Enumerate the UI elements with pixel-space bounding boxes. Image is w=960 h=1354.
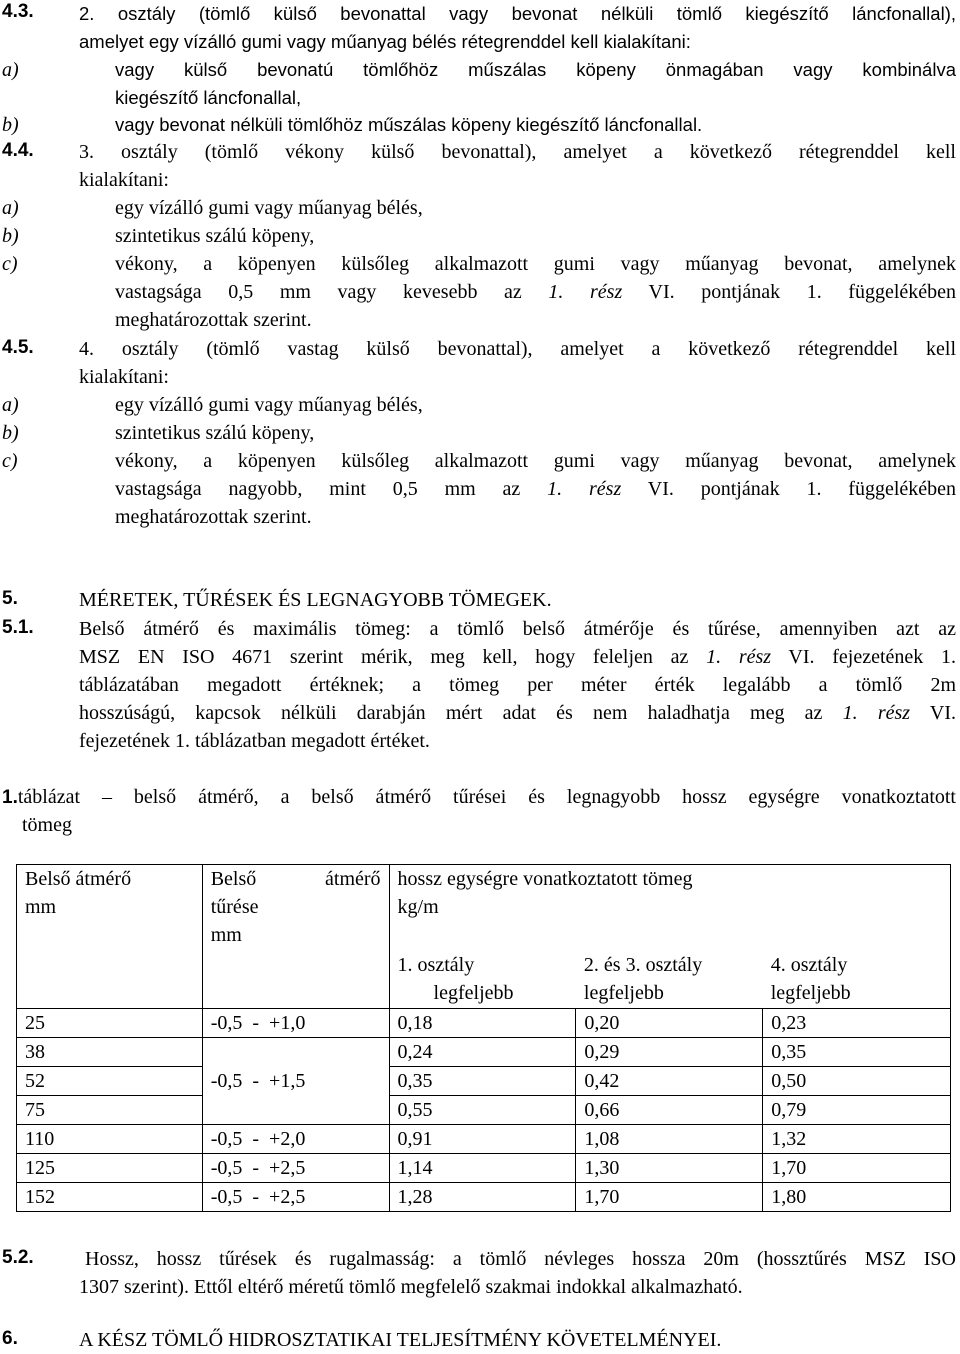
table-caption: tömeg: [22, 814, 72, 836]
list-label: a): [2, 394, 19, 416]
table-row: [17, 1125, 951, 1154]
cell-class-1: 0,91: [389, 1125, 576, 1154]
list-item-text: egy vízálló gumi vagy műanyag bélés,: [115, 197, 423, 219]
list-label: a): [2, 59, 19, 81]
paragraph-line: amelyet egy vízálló gumi vagy műanyag bélés rétegrenddel kell kialakítani:: [79, 31, 691, 52]
list-item-text: vastagsága nagyobb, mint 0,5 mm az 1. rész VI. pontjának 1. függelékében: [115, 478, 957, 500]
list-item-text: vagy külső bevonatú tömlőhöz műszálas köpeny önmagában vagy kombinálva: [115, 59, 956, 80]
cell-tolerance: -0,5 - +2,5: [202, 1183, 389, 1212]
cell-class-2-3: 0,42: [576, 1067, 763, 1096]
section-number: 5.: [2, 588, 18, 609]
cell-class-4: 1,80: [763, 1183, 951, 1212]
list-item-text: vagy bevonat nélküli tömlőhöz műszálas köpeny kiegészítő láncfonallal.: [115, 114, 703, 135]
list-item-text: meghatározottak szerint.: [115, 506, 312, 528]
header-class-1: 1. osztály legfeljebb: [389, 951, 576, 1009]
cell-class-2-3: 0,66: [576, 1096, 763, 1125]
section-number: 6.: [2, 1328, 18, 1349]
table-row: [17, 1154, 951, 1183]
paragraph-line: fejezetének 1. táblázatban megadott értéket.: [79, 730, 430, 752]
cell-class-2-3: 0,29: [576, 1038, 763, 1067]
list-item-text: egy vízálló gumi vagy műanyag bélés,: [115, 394, 423, 416]
cell-diameter: 52: [17, 1067, 203, 1096]
cell-diameter: 38: [17, 1038, 203, 1067]
paragraph-line: Belső átmérő és maximális tömeg: a tömlő belső átmérője és tűrése, amennyiben azt az: [79, 618, 956, 640]
header-class-4: 4. osztály legfeljebb: [763, 951, 951, 1009]
cell-diameter: 25: [17, 1009, 203, 1038]
table-header-row: [17, 865, 951, 951]
paragraph-line: Hossz, hossz tűrések és rugalmasság: a tömlő névleges hossza 20m (hossztűrés MSZ ISO: [85, 1248, 956, 1270]
cell-tolerance: -0,5 - +1,0: [202, 1009, 389, 1038]
cell-class-4: 1,32: [763, 1125, 951, 1154]
weight-table: [16, 864, 951, 1212]
table-row: [17, 1096, 951, 1125]
paragraph-line: MSZ EN ISO 4671 szerint mérik, meg kell, hogy feleljen az 1. rész VI. fejezetének 1.: [79, 646, 957, 668]
header-class-2-3: 2. és 3. osztály legfeljebb: [576, 951, 763, 1009]
cell-tolerance: -0,5 - +1,5: [202, 1038, 389, 1125]
paragraph-line: táblázatában megadott értéknek; a tömeg per méter érték legalább a tömlő 2m: [79, 674, 956, 696]
paragraph-line: kialakítani:: [79, 169, 169, 191]
list-item-text: vékony, a köpenyen külsőleg alkalmazott gumi vagy műanyag bevonat, amelynek: [115, 253, 956, 275]
list-label: a): [2, 197, 19, 219]
cell-class-4: 0,79: [763, 1096, 951, 1125]
section-number: 4.3.: [2, 1, 34, 22]
paragraph-line: 3. osztály (tömlő vékony külső bevonattal), amelyet a következő rétegrenddel kell: [79, 141, 956, 163]
cell-class-4: 0,50: [763, 1067, 951, 1096]
list-label: b): [2, 422, 19, 444]
list-item-text: szintetikus szálú köpeny,: [115, 422, 315, 444]
cell-diameter: 125: [17, 1154, 203, 1183]
paragraph-line: 2. osztály (tömlő külső bevonattal vagy bevonat nélküli tömlő kiegészítő láncfonallal),: [79, 3, 956, 24]
cell-class-4: 0,23: [763, 1009, 951, 1038]
cell-diameter: 110: [17, 1125, 203, 1154]
paragraph-line: hosszúságú, kapcsok nélküli darabján mért adat és nem haladhatja meg az 1. rész VI.: [79, 702, 957, 724]
cell-class-2-3: 1,08: [576, 1125, 763, 1154]
cell-diameter: 75: [17, 1096, 203, 1125]
cell-tolerance: -0,5 - +2,5: [202, 1154, 389, 1183]
list-item-text: szintetikus szálú köpeny,: [115, 225, 315, 247]
header-mass-group: hossz egységre vonatkoztatott tömeg kg/m: [389, 865, 950, 951]
section-number: 4.4.: [2, 140, 34, 161]
cell-tolerance: -0,5 - +2,0: [202, 1125, 389, 1154]
cell-class-1: 0,18: [389, 1009, 576, 1038]
cell-class-2-3: 1,70: [576, 1183, 763, 1212]
list-item-text: vastagsága 0,5 mm vagy kevesebb az 1. rész VI. pontjának 1. függelékében: [115, 281, 957, 303]
cell-class-1: 0,35: [389, 1067, 576, 1096]
list-label: b): [2, 225, 19, 247]
header-inner-diameter: Belső átmérő mm: [17, 865, 203, 1009]
section-number: 4.5.: [2, 337, 34, 358]
cell-class-1: 1,14: [389, 1154, 576, 1183]
section-number: 5.2.: [2, 1247, 34, 1268]
section-number: 5.1.: [2, 617, 34, 638]
list-label: b): [2, 114, 19, 136]
list-item-text: kiegészítő láncfonallal,: [115, 87, 302, 108]
section-heading: A KÉSZ TÖMLŐ HIDROSZTATIKAI TELJESÍTMÉNY KÖVETELMÉNYEI.: [79, 1329, 722, 1351]
header-tolerance: Belső átmérő tűrése mm: [202, 865, 389, 1009]
paragraph-line: 4. osztály (tömlő vastag külső bevonattal), amelyet a következő rétegrenddel kell: [79, 338, 956, 360]
paragraph-line: kialakítani:: [79, 366, 169, 388]
section-heading: MÉRETEK, TŰRÉSEK ÉS LEGNAGYOBB TÖMEGEK.: [79, 589, 552, 611]
table-caption: 1.táblázat – belső átmérő, a belső átmérő tűrései és legnagyobb hossz egységre vonatkoztatott: [2, 786, 956, 808]
paragraph-line: 1307 szerint). Ettől eltérő méretű tömlő megfelelő szakmai indokkal alkalmazható.: [79, 1276, 743, 1298]
cell-class-1: 0,24: [389, 1038, 576, 1067]
cell-class-4: 0,35: [763, 1038, 951, 1067]
table-row: [17, 1067, 951, 1096]
cell-class-4: 1,70: [763, 1154, 951, 1183]
table-row: [17, 1038, 951, 1067]
list-label: c): [2, 253, 18, 275]
list-item-text: meghatározottak szerint.: [115, 309, 312, 331]
cell-diameter: 152: [17, 1183, 203, 1212]
list-label: c): [2, 450, 18, 472]
list-item-text: vékony, a köpenyen külsőleg alkalmazott gumi vagy műanyag bevonat, amelynek: [115, 450, 956, 472]
table-row: [17, 1183, 951, 1212]
cell-class-2-3: 0,20: [576, 1009, 763, 1038]
cell-class-1: 1,28: [389, 1183, 576, 1212]
table-row: [17, 1009, 951, 1038]
cell-class-1: 0,55: [389, 1096, 576, 1125]
cell-class-2-3: 1,30: [576, 1154, 763, 1183]
